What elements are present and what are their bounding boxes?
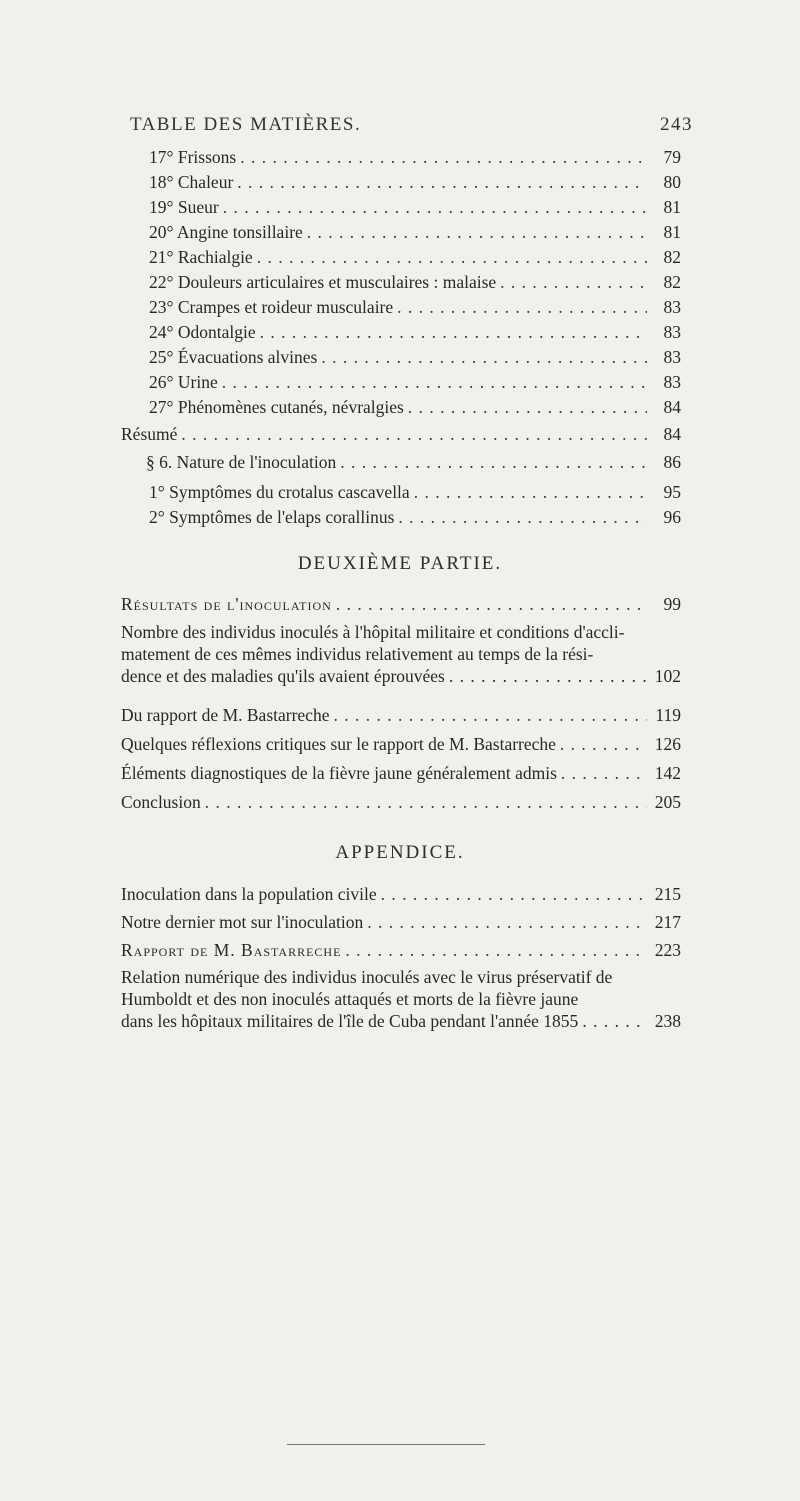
toc-entry-page: 99	[663, 594, 681, 614]
toc-entry-label: 25° Évacuations alvines	[149, 347, 318, 367]
leader-dots	[408, 397, 647, 417]
leader-dots	[345, 940, 647, 960]
toc-entry	[149, 482, 681, 502]
toc-entry-label: Résultats de l'inoculation	[121, 594, 332, 614]
leader-dots	[181, 424, 647, 444]
toc-entry-page: 238	[654, 1011, 681, 1031]
leader-dots	[398, 507, 647, 527]
toc-entry	[149, 297, 681, 317]
toc-entry-page: 83	[663, 372, 681, 392]
toc-entry-page: 84	[663, 424, 681, 444]
toc-entry	[149, 507, 681, 527]
toc-entry-label: Éléments diagnostiques de la fièvre jaune généralement admis	[121, 763, 557, 783]
leader-dots	[397, 297, 647, 317]
toc-entry-label: Conclusion	[121, 792, 201, 812]
toc-entry-page: 79	[663, 147, 681, 167]
toc-entry-page: 84	[663, 397, 681, 417]
toc-entry-label: § 6. Nature de l'inoculation	[146, 452, 337, 472]
leader-dots	[560, 734, 647, 754]
leader-dots	[561, 763, 647, 783]
toc-entry-page: 82	[663, 247, 681, 267]
section-heading-part-two: DEUXIÈME PARTIE.	[297, 553, 503, 574]
toc-entry-page: 142	[654, 763, 681, 783]
toc-entry-label: 18° Chaleur	[149, 172, 234, 192]
toc-entry-multiline	[121, 966, 681, 1032]
toc-entry	[149, 197, 681, 217]
toc-entry	[121, 763, 681, 783]
toc-entry-page: 96	[663, 507, 681, 527]
toc-entry	[149, 272, 681, 292]
leader-dots	[336, 594, 647, 614]
toc-entry-label: 23° Crampes et roideur musculaire	[149, 297, 394, 317]
toc-entry-line: dence et des maladies qu'ils avaient éprouvées	[121, 666, 445, 686]
toc-entry-page: 81	[663, 197, 681, 217]
toc-entry-page: 223	[654, 940, 681, 960]
toc-entry	[121, 705, 681, 725]
toc-entry-label: 22° Douleurs articulaires et musculaires : malaise	[149, 272, 497, 292]
section-heading-appendix: APPENDICE.	[335, 842, 465, 863]
toc-entry	[146, 452, 681, 472]
toc-entry-multiline	[121, 621, 681, 687]
leader-dots	[237, 172, 647, 192]
toc-entry	[149, 347, 681, 367]
toc-entry-page: 95	[663, 482, 681, 502]
toc-entry-line: dans les hôpitaux militaires de l'île de Cuba pendant l'année 1855	[121, 1011, 579, 1031]
toc-entry-page: 83	[663, 297, 681, 317]
toc-entry-page: 205	[654, 792, 681, 812]
toc-entry-last-line	[121, 665, 681, 687]
leader-dots	[500, 272, 647, 292]
leader-dots	[222, 372, 647, 392]
toc-entry-label: Quelques réflexions critiques sur le rapport de M. Bastarreche	[121, 734, 556, 754]
toc-entry	[121, 594, 681, 614]
toc-entry	[121, 912, 681, 932]
toc-entry-page: 86	[663, 452, 681, 472]
leader-dots	[205, 792, 647, 812]
leader-dots	[414, 482, 647, 502]
leader-dots	[223, 197, 647, 217]
toc-entry-page: 215	[654, 884, 681, 904]
toc-entry-label: 2° Symptômes de l'elaps corallinus	[149, 507, 395, 527]
toc-entry	[121, 792, 681, 812]
leader-dots	[260, 322, 647, 342]
toc-entry	[121, 884, 681, 904]
toc-entry-line: Humboldt et des non inoculés attaqués et morts de la fièvre jaune	[121, 989, 579, 1009]
toc-entry-page: 217	[654, 912, 681, 932]
running-head-title: TABLE DES MATIÈRES.	[130, 114, 362, 135]
closing-rule	[287, 1444, 485, 1445]
leader-dots	[367, 912, 647, 932]
toc-entry	[149, 147, 681, 167]
leader-dots	[333, 705, 647, 725]
leader-dots	[449, 665, 647, 687]
toc-entry-label: Résumé	[121, 424, 178, 444]
toc-entry	[149, 247, 681, 267]
leader-dots	[582, 1010, 647, 1032]
toc-entry	[121, 940, 681, 960]
toc-entry	[149, 397, 681, 417]
toc-entry	[149, 322, 681, 342]
toc-entry-last-line	[121, 1010, 681, 1032]
toc-entry-label: 21° Rachialgie	[149, 247, 253, 267]
toc-entry-line: Relation numérique des individus inoculés avec le virus préservatif de	[121, 967, 613, 987]
toc-entry-label: 20° Angine tonsillaire	[149, 222, 303, 242]
toc-entry-label: Du rapport de M. Bastarreche	[121, 705, 330, 725]
toc-entry-page: 102	[654, 666, 681, 686]
leader-dots	[240, 147, 647, 167]
toc-entry	[121, 734, 681, 754]
toc-entry-page: 119	[655, 705, 681, 725]
toc-entry	[149, 172, 681, 192]
toc-entry-label: 26° Urine	[149, 372, 218, 392]
toc-entry	[149, 222, 681, 242]
toc-entry-page: 83	[663, 322, 681, 342]
leader-dots	[321, 347, 647, 367]
toc-entry-page: 82	[663, 272, 681, 292]
toc-entry-label: 17° Frissons	[149, 147, 237, 167]
toc-entry-label: Inoculation dans la population civile	[121, 884, 377, 904]
page-number: 243	[660, 114, 693, 135]
toc-entry-label: 27° Phénomènes cutanés, névralgies	[149, 397, 404, 417]
toc-entry-label: 1° Symptômes du crotalus cascavella	[149, 482, 410, 502]
toc-entry-page: 126	[654, 734, 681, 754]
leader-dots	[381, 884, 647, 904]
leader-dots	[257, 247, 647, 267]
toc-entry-label: Rapport de M. Bastarreche	[121, 940, 342, 960]
toc-entry-line: matement de ces mêmes individus relativement au temps de la rési-	[121, 644, 594, 664]
toc-entry	[149, 372, 681, 392]
toc-entry-label: 24° Odontalgie	[149, 322, 256, 342]
toc-entry-page: 81	[663, 222, 681, 242]
leader-dots	[307, 222, 647, 242]
toc-entry	[121, 424, 681, 444]
toc-entry-line: Nombre des individus inoculés à l'hôpital militaire et conditions d'accli-	[121, 622, 625, 642]
toc-entry-label: Notre dernier mot sur l'inoculation	[121, 912, 364, 932]
toc-entry-page: 83	[663, 347, 681, 367]
toc-entry-page: 80	[663, 172, 681, 192]
toc-entry-label: 19° Sueur	[149, 197, 219, 217]
leader-dots	[340, 452, 647, 472]
